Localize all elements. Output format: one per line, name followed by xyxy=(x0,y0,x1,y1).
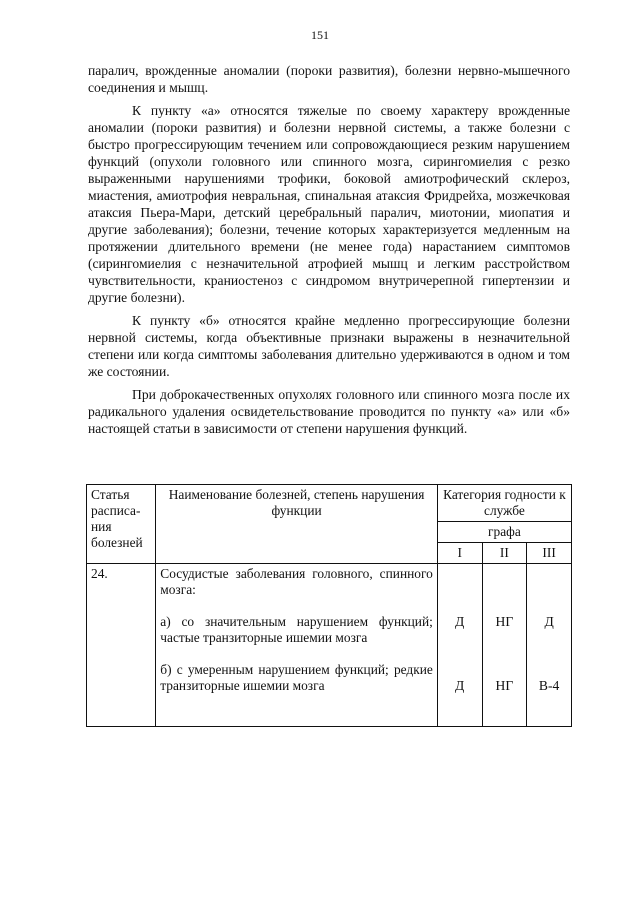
disease-category-table xyxy=(86,484,572,727)
row-col-2 xyxy=(482,564,527,727)
header-fitness-category: Категория годности к службе xyxy=(437,485,571,522)
header-article: Статья расписа-ния болезней xyxy=(87,485,156,564)
header-col-2: II xyxy=(482,543,527,564)
header-grafa: графа xyxy=(437,522,571,543)
body-text xyxy=(88,62,570,437)
paragraph-item-b: К пункту «б» относятся крайне медленно прогрессирующие болезни нервной системы, когда объективные признаки выражены в незначительной степени или когда симптомы заболевания длительно удерживаются в одном и том же состоянии. xyxy=(88,313,570,379)
paragraph-item-a: К пункту «а» относятся тяжелые по своему характеру врожденные аномалии (пороки развития) и болезни нервной системы, а также болезни с быстро прогрессирующим течением или сопровождающиеся резким нарушением функций (опухоли головного или спинного мозга, сирингомиелия с резко выраженными нарушениями трофики, боковой амиотрофический склероз, миастения, амиотрофия невральная, спинальная атаксия Фридрейха, мозжечковая атаксия Пьера-Мари, детский церебральный паралич, миотонии, миопатия и другие заболевания); болезни, течение которых характеризуется медленным на протяжении длительного времени (не менее года) нарастанием симптомов (сирингомиелия с незначительной атрофией мышц и легким расстройством чувствительности, краниостеноз с синдромом внутричерепной гипертензии и другие болезни). xyxy=(88,103,570,305)
row-col-1 xyxy=(437,564,482,727)
header-col-1: I xyxy=(437,543,482,564)
row-item-a: а) со значительным нарушением функций; частые транзиторные ишемии мозга xyxy=(160,614,433,645)
paragraph-continuation: паралич, врожденные аномалии (пороки развития), болезни нервно-мышечного соединения и мышц. xyxy=(88,63,570,95)
row-col-3 xyxy=(527,564,572,727)
item-b-col-2: НГ xyxy=(495,678,514,693)
header-disease-name: Наименование болезней, степень нарушения функции xyxy=(156,485,438,564)
header-col-3: III xyxy=(527,543,572,564)
row-item-b: б) с умеренным нарушением функций; редкие транзиторные ишемии мозга xyxy=(160,662,433,693)
item-b-col-3: В-4 xyxy=(538,678,560,693)
item-a-col-2: НГ xyxy=(495,614,514,629)
table-row xyxy=(87,564,572,727)
table-header-row xyxy=(87,485,572,522)
page-number: 151 xyxy=(311,28,329,42)
item-a-col-3: Д xyxy=(544,614,554,629)
row-disease-description xyxy=(156,564,438,727)
paragraph-tumors: При доброкачественных опухолях головного или спинного мозга после их радикального удаления освидетельствование проводится по пункту «а» или «б» настоящей статьи в зависимости от степени нарушения функций. xyxy=(88,387,570,436)
row-article-number: 24. xyxy=(87,564,156,727)
item-b-col-1: Д xyxy=(455,678,465,693)
row-title: Сосудистые заболевания головного, спинного мозга: xyxy=(160,566,433,597)
item-a-col-1: Д xyxy=(455,614,465,629)
